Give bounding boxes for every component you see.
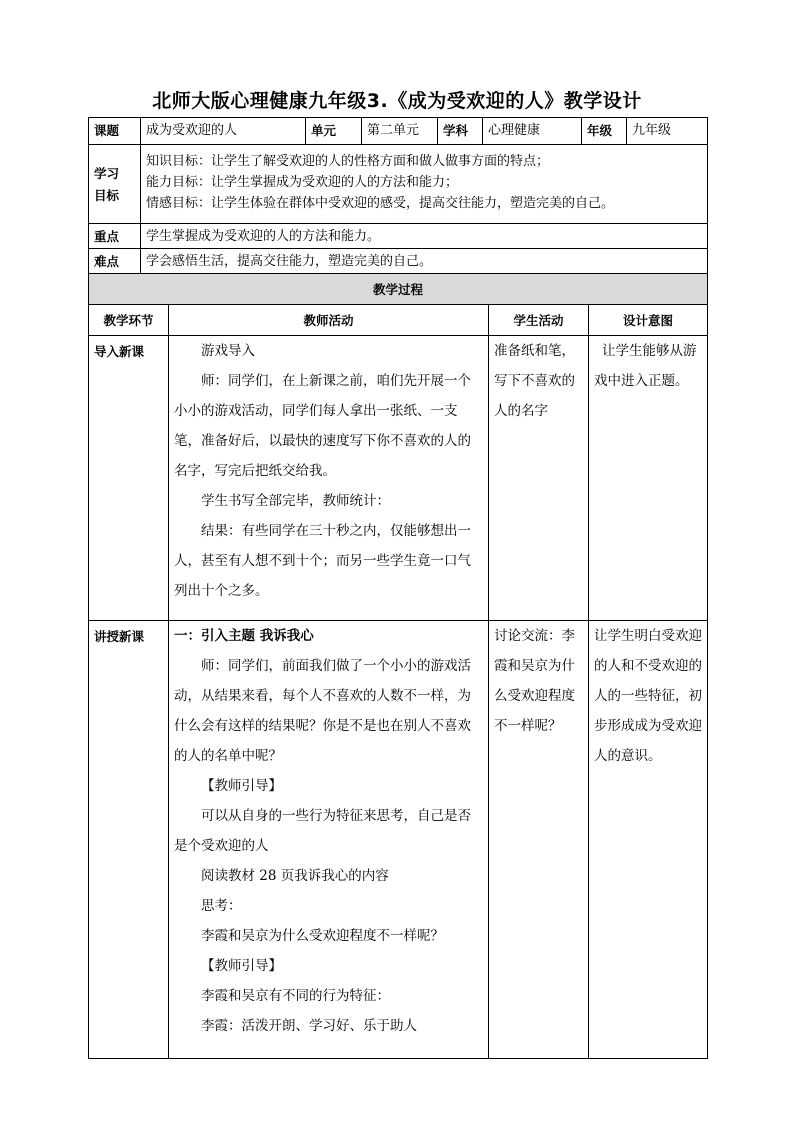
intent-lesson-text: 让学生明白受欢迎的人和不受欢迎的人的一些特征，初步形成成为受欢迎人的意识。 [594,628,702,764]
stage-intro: 导入新课 [89,336,169,620]
goals-label [89,145,141,223]
goals-list [141,145,707,223]
student-lesson [489,621,589,1058]
lesson-para: 【教师引导】 [201,778,282,794]
goal-emotion: 情感目标：让学生体验在群体中受欢迎的感受，提高交往能力，塑造完美的自己。 [146,196,615,211]
col-intent: 设计意图 [622,313,673,328]
teacher-lesson [169,621,489,1058]
difficulty-label: 难点 [89,249,141,273]
difficulty-row [89,249,707,274]
intro-para: 结果：有些同学在三十秒之内，仅能够想出一人，甚至有人想不到十个；而另一些学生竟一口气列出十个之多。 [174,523,471,599]
unit-label: 单元 [306,118,362,144]
process-title-row [89,274,707,305]
col-teacher: 教师活动 [169,305,489,335]
topic-value: 成为受欢迎的人 [141,118,306,144]
goals-row [89,145,707,224]
intent-lesson [589,621,707,1058]
difficulty-text: 学会感悟生活，提高交往能力，塑造完美的自己。 [146,254,433,269]
col-stage: 教学环节 [89,305,169,335]
intent-intro [589,336,707,620]
goals-label-line-2: 目标 [94,188,120,203]
intro-para: 师：同学们，在上新课之前，咱们先开展一个小小的游戏活动，同学们每人拿出一张纸、一支笔，准备好后，以最快的速度写下你不喜欢的人的名字，写完后把纸交给我。 [174,373,471,479]
student-lesson-text: 讨论交流：李霞和吴京为什么受欢迎程度不一样呢？ [494,628,575,734]
process-title: 教学过程 [372,282,423,297]
key-label: 重点 [89,224,141,248]
key-row [89,224,707,249]
topic-label: 课题 [89,118,141,144]
lesson-para: 师：同学们，前面我们做了一个小小的游戏活动，从结果来看，每个人不喜欢的人数不一样，为什么会有这样的结果呢？你是不是也在别人不喜欢的人的名单中呢？ [174,658,471,764]
lesson-para: 【教师引导】 [201,958,282,974]
page-title: 北师大版心理健康九年级3.《成为受欢迎的人》教学设计 [152,90,642,112]
lesson-para: 思考： [201,898,242,914]
intro-para: 学生书写全部完毕，教师统计： [201,493,390,509]
lesson-para: 李霞：活泼开朗、学习好、乐于助人 [201,1018,417,1034]
student-intro [489,336,589,620]
key-text: 学生掌握成为受欢迎的人的方法和能力。 [146,229,381,244]
lesson-para: 李霞和吴京有不同的行为特征： [201,988,390,1004]
subject-label: 学科 [438,118,483,144]
lesson-para: 李霞和吴京为什么受欢迎程度不一样呢？ [201,928,444,944]
subject-value: 心理健康 [483,118,582,144]
section-intro-row [89,336,707,621]
section-lesson-row [89,621,707,1058]
lesson-para: 阅读教材 28 页我诉我心的内容 [201,868,389,884]
intent-intro-text: 让学生能够从游戏中进入正题。 [594,343,697,389]
goal-ability: 能力目标：让学生掌握成为受欢迎的人的方法和能力； [146,175,459,190]
student-intro-text: 准备纸和笔，写下不喜欢的人的名字 [494,343,575,419]
goals-label-line-1: 学习 [94,166,120,181]
lesson-plan-table [88,117,708,1059]
col-student: 学生活动 [489,305,589,335]
grade-label: 年级 [582,118,627,144]
stage-lesson: 讲授新课 [89,621,169,1058]
process-header-row [89,305,707,336]
grade-value: 九年级 [632,123,672,138]
intro-para: 游戏导入 [201,343,255,359]
lesson-heading: 一：引入主题 我诉我心 [174,628,314,644]
unit-value: 第二单元 [362,118,438,144]
teacher-intro [169,336,489,620]
goal-knowledge: 知识目标：让学生了解受欢迎的人的性格方面和做人做事方面的特点； [146,154,550,169]
info-row [89,118,707,145]
lesson-para: 可以从自身的一些行为特征来思考，自己是否是个受欢迎的人 [174,808,471,854]
